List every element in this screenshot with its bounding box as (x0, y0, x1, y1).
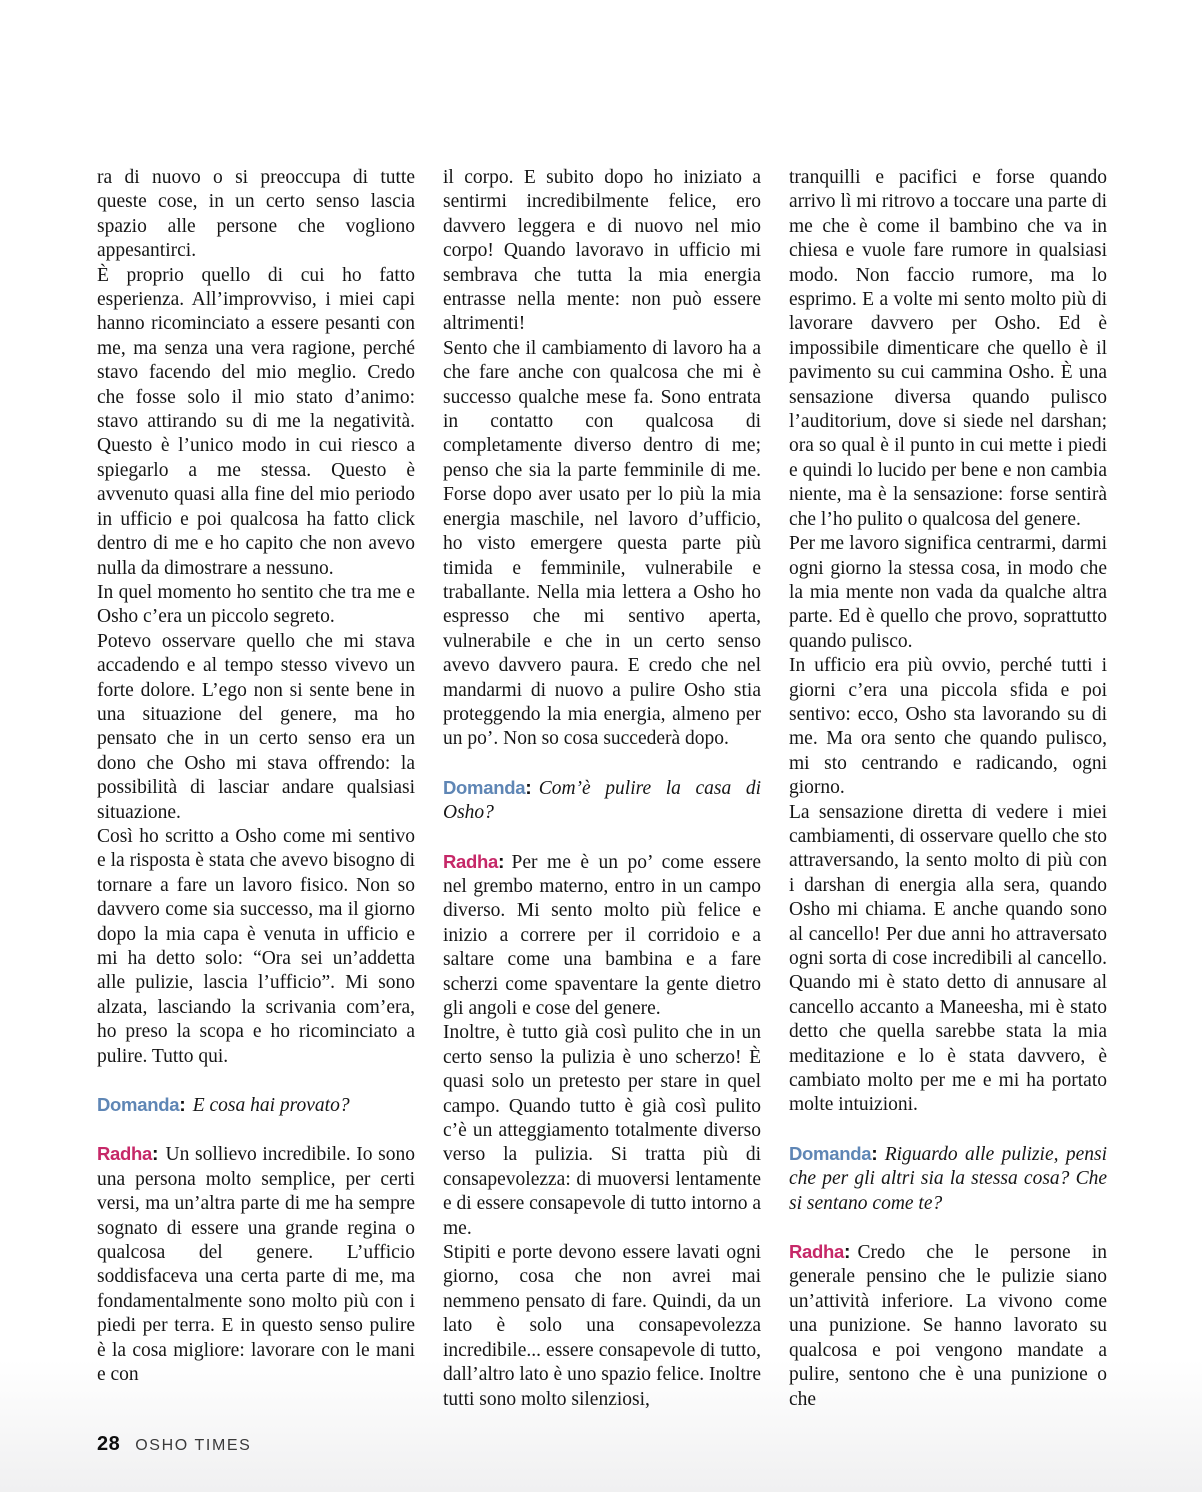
answer-text: Per me è un po’ come essere nel grembo materno, entro in un campo diverso. Mi sento molto più felice e inizio a correre per il corridoio e a saltare come una bambina e a fare scherzi come spaventare la gente dietro gli angoli e cose del genere. (443, 851, 761, 1019)
body-paragraph: Così ho scritto a Osho come mi sentivo e la risposta è stata che avevo bisogno di tornare a fare un lavoro fisico. Non so davvero come sia successo, ma il giorno dopo la mia capa è venuta in ufficio e mi ha detto solo: “Ora sei un’addetta alle pulizie, lascia l’ufficio”. Mi sono alzata, lasciando la scrivania com’era, ho preso la scopa e ho ricominciato a pulire. Tutto qui. (97, 825, 415, 1067)
page-number: 28 (97, 1433, 121, 1455)
label-colon: : (498, 850, 505, 873)
question-text: Riguardo alle pulizie, pensi che per gli altri sia la stessa cosa? Che si sentano come te? (789, 1143, 1107, 1214)
label-colon: : (179, 1094, 186, 1117)
body-paragraph: Potevo osservare quello che mi stava accadendo e al tempo stesso vivevo un forte dolore. L’ego non si sente bene in una situazione del genere, ma ho pensato che in un certo senso era un dono che Osho mi stava offrendo: la possibilità di lasciar andare qualsiasi situazione. (97, 630, 415, 823)
text-column-1 (97, 166, 415, 1412)
question-text: E cosa hai provato? (192, 1095, 350, 1117)
question-label: Domanda (443, 776, 526, 798)
question-block (97, 1093, 415, 1118)
label-colon: : (525, 776, 532, 799)
answer-block (443, 850, 761, 1022)
body-paragraph: Inoltre, è tutto già così pulito che in un certo senso la pulizia è uno scherzo! È quasi solo un pretesto per stare in quel campo. Quando tutto è già così pulito c’è un atteggiamento totalmente diverso verso la pulizia. Si tratta più di consapevolezza: di muoversi lentamente e di essere consapevole di tutto intorno a me. (443, 1022, 761, 1239)
body-paragraph: ra di nuovo o si preoccupa di tutte queste cose, in un certo senso lascia spazio alle persone che vogliono appesantirci. (97, 167, 415, 262)
question-block (789, 1142, 1107, 1216)
question-text: Com’è pulire la casa di Osho? (443, 777, 761, 824)
answer-text: Credo che le persone in generale pensino che le pulizie siano un’attività inferiore. La vivono come una punizione. Se hanno lavorato su qualcosa e poi vengono mandate a pulire, sentono che è una punizione o che (789, 1242, 1107, 1410)
body-paragraph: Sento che il cambiamento di lavoro ha a che fare anche con qualcosa che mi è successo qualche mese fa. Sono entrata in contatto con qualcosa di completamente diverso dentro di me; penso che sia la parte femminile di me. Forse dopo aver usato per lo più la mia energia maschile, nel lavoro d’ufficio, ho visto emergere questa parte più timida e femminile, vulnerabile e traballante. Nella mia lettera a Osho ho espresso che mi sentivo aperta, vulnerabile e che in un certo senso avevo davvero paura. E credo che nel mandarmi di nuovo a pulire Osho stia proteggendo la mia energia, almeno per un po’. Non so cosa succederà dopo. (443, 337, 761, 750)
question-label: Domanda (97, 1094, 180, 1116)
body-paragraph: Stipiti e porte devono essere lavati ogni giorno, cosa che non avrei mai nemmeno pensato di fare. Quindi, da un lato è solo una consapevolezza incredibile... essere consapevole di tutto, dall’altro lato è uno spazio felice. Inoltre tutti sono molto silenziosi, (443, 1242, 761, 1410)
answer-text: Un sollievo incredibile. Io sono una persona molto semplice, per certi versi, ma un’altra parte di me ha sempre sognato di essere una grande regina o qualcosa del genere. L’ufficio soddisfaceva una certa parte di me, ma fondamentalmente sono molto più con i piedi per terra. E in questo senso pulire è la cosa migliore: lavorare con le mani e con (97, 1144, 415, 1386)
body-paragraph: In ufficio era più ovvio, perché tutti i giorni c’era una piccola sfida e poi sentivo: ecco, Osho sta lavorando su di me. Ma ora sento che quando pulisco, mi sto centrando e radicando, ogni giorno. (789, 655, 1107, 799)
text-column-2 (443, 166, 761, 1412)
question-label: Domanda (789, 1142, 872, 1164)
answer-speaker-label: Radha (789, 1241, 845, 1263)
body-paragraph: In quel momento ho sentito che tra me e Osho c’era un piccolo segreto. (97, 581, 415, 628)
label-colon: : (871, 1142, 878, 1165)
body-paragraph: La sensazione diretta di vedere i miei cambiamenti, di osservare quello che sto attraversando, la sento molto di più con i darshan di energia alla sera, quando Osho mi chiama. E anche quando sono al cancello! Per due anni ho attraversato ogni sorta di cose incredibili al cancello. Quando mi è stato detto di annusare al cancello accanto a Maneesha, mi è stato detto che quella sarebbe stata la mia meditazione e lo è stata davvero, è cambiato molto per me e mi ha portato molte intuizioni. (789, 801, 1107, 1116)
article-columns (97, 166, 1108, 1412)
label-colon: : (844, 1241, 851, 1264)
answer-block (789, 1240, 1107, 1412)
answer-speaker-label: Radha (97, 1143, 153, 1165)
body-paragraph: il corpo. E subito dopo ho iniziato a sentirmi incredibilmente felice, ero davvero leggera e di nuovo nel mio corpo! Quando lavoravo in ufficio mi sembrava che tutta la mia energia entrasse nella mente: non può essere altrimenti! (443, 167, 761, 335)
body-paragraph: Per me lavoro significa centrarmi, darmi ogni giorno la stessa cosa, in modo che la mia mente non vada da qualche altra parte. Ed è quello che provo, soprattutto quando pulisco. (789, 533, 1107, 652)
body-paragraph: È proprio quello di cui ho fatto esperienza. All’improvviso, i miei capi hanno ricominciato a essere pesanti con me, ma senza una vera ragione, perché stavo facendo del mio meglio. Credo che fosse solo il mio stato d’animo: stavo attirando su di me la negatività. Questo è l’unico modo in cui riesco a spiegarlo a me stessa. Questo è avvenuto quasi alla fine del mio periodo in ufficio e poi qualcosa ha fatto click dentro di me e ho capito che non avevo nulla da dimostrare a nessuno. (97, 264, 415, 579)
text-column-3 (789, 166, 1107, 1412)
label-colon: : (152, 1143, 159, 1166)
question-block (443, 776, 761, 826)
page-footer (97, 1433, 251, 1456)
answer-speaker-label: Radha (443, 850, 499, 872)
answer-block (97, 1142, 415, 1387)
body-paragraph: tranquilli e pacifici e forse quando arrivo lì mi ritrovo a toccare una parte di me che è come il bambino che va in chiesa e vuole fare rumore in qualsiasi modo. Non faccio rumore, ma lo esprimo. E a volte mi sento molto più di lavorare davvero per Osho. Ed è impossibile dimenticare che quello è il pavimento su cui cammina Osho. È una sensazione diversa quando pulisco l’auditorium, dove si siede nel darshan; ora so qual è il punto in cui mette i piedi e quindi lo lucido per bene e non cambia niente, ma è la sensazione: forse sentirà che l’ho pulito o qualcosa del genere. (789, 167, 1107, 530)
magazine-title: OSHO TIMES (135, 1437, 252, 1454)
